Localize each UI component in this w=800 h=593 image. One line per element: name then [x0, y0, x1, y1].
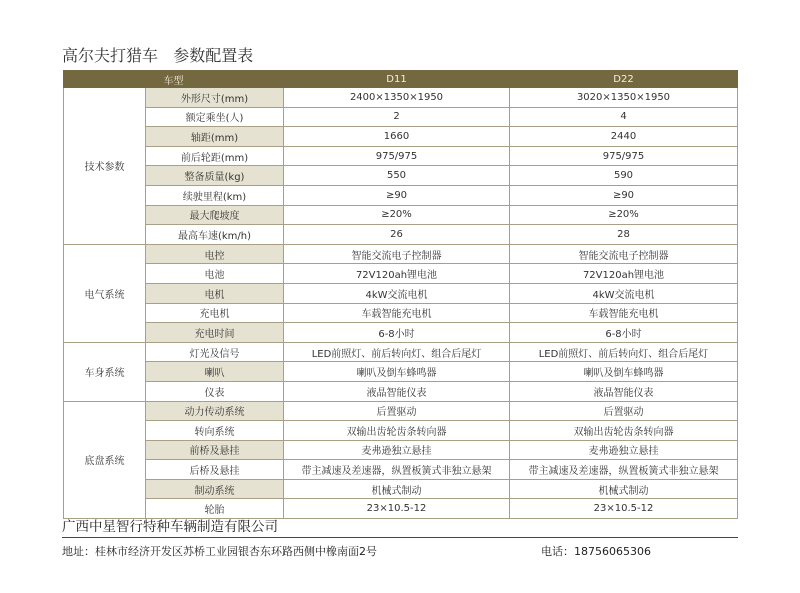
- value-d22: 72V120ah锂电池: [510, 264, 738, 284]
- param-name: 前桥及悬挂: [146, 440, 284, 460]
- value-d11: 带主减速及差速器，纵置板簧式非独立悬架: [284, 460, 510, 480]
- table-row: [64, 146, 738, 166]
- value-d11: LED前照灯、前后转向灯、组合后尾灯: [284, 342, 510, 362]
- param-name: 喇叭: [146, 362, 284, 382]
- value-d11: 双输出齿轮齿条转向器: [284, 421, 510, 441]
- value-d22: 液晶智能仪表: [510, 381, 738, 401]
- value-d22: 麦弗逊独立悬挂: [510, 440, 738, 460]
- value-d22: ≥20%: [510, 205, 738, 225]
- value-d11: 4kW交流电机: [284, 283, 510, 303]
- param-name: 转向系统: [146, 421, 284, 441]
- value-d11: 1660: [284, 127, 510, 147]
- table-row: [64, 401, 738, 421]
- param-name: 灯光及信号: [146, 342, 284, 362]
- param-name: 最高车速(km/h): [146, 225, 284, 245]
- table-row: [64, 185, 738, 205]
- section-category: 电气系统: [64, 244, 146, 342]
- section-category: 技术参数: [64, 88, 146, 245]
- value-d22: 带主减速及差速器，纵置板簧式非独立悬架: [510, 460, 738, 480]
- param-name: 续驶里程(km): [146, 185, 284, 205]
- spec-table: [63, 70, 738, 519]
- table-row: [64, 421, 738, 441]
- value-d11: ≥90: [284, 185, 510, 205]
- param-name: 电机: [146, 283, 284, 303]
- value-d11: 液晶智能仪表: [284, 381, 510, 401]
- param-name: 额定乘坐(人): [146, 107, 284, 127]
- table-row: [64, 166, 738, 186]
- value-d11: 550: [284, 166, 510, 186]
- company-address: 地址：桂林市经济开发区苏桥工业园银杏东环路西侧中橡南面2号: [62, 545, 377, 558]
- value-d22: 车载智能充电机: [510, 303, 738, 323]
- value-d11: ≥20%: [284, 205, 510, 225]
- header-d11: D11: [284, 71, 510, 88]
- value-d11: 2: [284, 107, 510, 127]
- value-d11: 6-8小时: [284, 323, 510, 343]
- document-title: 高尔夫打猎车 参数配置表: [62, 46, 254, 65]
- param-name: 轮胎: [146, 499, 284, 519]
- param-name: 最大爬坡度: [146, 205, 284, 225]
- value-d22: 3020×1350×1950: [510, 88, 738, 108]
- table-row: [64, 362, 738, 382]
- value-d22: LED前照灯、前后转向灯、组合后尾灯: [510, 342, 738, 362]
- table-row: [64, 283, 738, 303]
- value-d22: 4kW交流电机: [510, 283, 738, 303]
- header-vehicle-type: 车型: [64, 71, 284, 88]
- param-name: 充电时间: [146, 323, 284, 343]
- value-d22: 28: [510, 225, 738, 245]
- table-row: [64, 381, 738, 401]
- value-d22: 23×10.5-12: [510, 499, 738, 519]
- value-d22: 双输出齿轮齿条转向器: [510, 421, 738, 441]
- value-d11: 机械式制动: [284, 479, 510, 499]
- value-d22: 590: [510, 166, 738, 186]
- table-row: [64, 225, 738, 245]
- header-d22: D22: [510, 71, 738, 88]
- value-d11: 车载智能充电机: [284, 303, 510, 323]
- param-name: 制动系统: [146, 479, 284, 499]
- value-d11: 智能交流电子控制器: [284, 244, 510, 264]
- table-row: [64, 127, 738, 147]
- company-phone: 电话：18756065306: [541, 545, 651, 558]
- param-name: 充电机: [146, 303, 284, 323]
- param-name: 电池: [146, 264, 284, 284]
- table-row: [64, 460, 738, 480]
- section-category: 车身系统: [64, 342, 146, 401]
- param-name: 前后轮距(mm): [146, 146, 284, 166]
- value-d11: 后置驱动: [284, 401, 510, 421]
- param-name: 动力传动系统: [146, 401, 284, 421]
- table-row: [64, 264, 738, 284]
- value-d11: 72V120ah锂电池: [284, 264, 510, 284]
- value-d22: 喇叭及倒车蜂鸣器: [510, 362, 738, 382]
- value-d22: 机械式制动: [510, 479, 738, 499]
- param-name: 外形尺寸(mm): [146, 88, 284, 108]
- value-d11: 喇叭及倒车蜂鸣器: [284, 362, 510, 382]
- table-row: [64, 440, 738, 460]
- value-d22: 后置驱动: [510, 401, 738, 421]
- table-row: [64, 479, 738, 499]
- value-d11: 26: [284, 225, 510, 245]
- param-name: 电控: [146, 244, 284, 264]
- value-d11: 2400×1350×1950: [284, 88, 510, 108]
- spec-table-body: [64, 88, 738, 519]
- value-d22: 智能交流电子控制器: [510, 244, 738, 264]
- company-name: 广西中星智行特种车辆制造有限公司: [62, 519, 278, 535]
- table-row: [64, 205, 738, 225]
- param-name: 后桥及悬挂: [146, 460, 284, 480]
- section-category: 底盘系统: [64, 401, 146, 519]
- table-row: [64, 88, 738, 108]
- value-d22: 975/975: [510, 146, 738, 166]
- value-d22: ≥90: [510, 185, 738, 205]
- table-row: [64, 107, 738, 127]
- table-row: [64, 303, 738, 323]
- table-header-row: [64, 71, 738, 88]
- param-name: 仪表: [146, 381, 284, 401]
- value-d22: 4: [510, 107, 738, 127]
- value-d22: 6-8小时: [510, 323, 738, 343]
- param-name: 轴距(mm): [146, 127, 284, 147]
- value-d11: 975/975: [284, 146, 510, 166]
- value-d11: 23×10.5-12: [284, 499, 510, 519]
- value-d22: 2440: [510, 127, 738, 147]
- value-d11: 麦弗逊独立悬挂: [284, 440, 510, 460]
- table-row: [64, 342, 738, 362]
- table-row: [64, 323, 738, 343]
- table-row: [64, 244, 738, 264]
- param-name: 整备质量(kg): [146, 166, 284, 186]
- footer-divider: [62, 537, 738, 538]
